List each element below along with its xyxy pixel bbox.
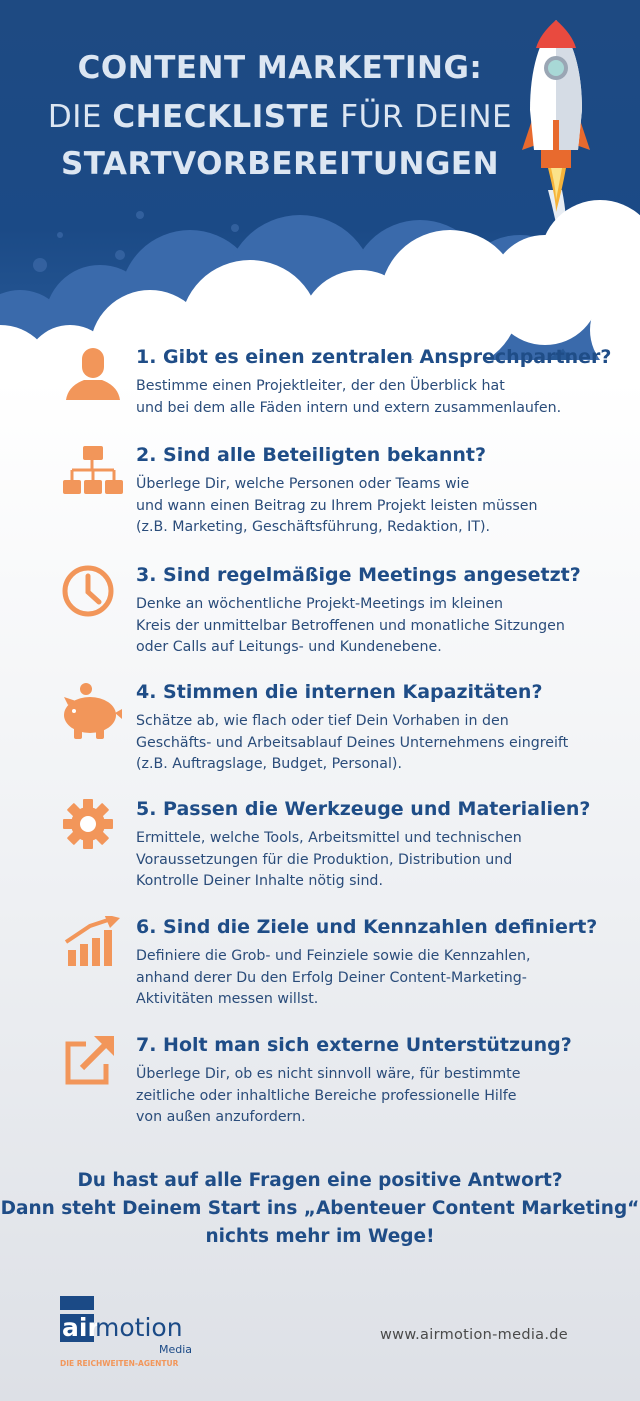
description-line: von außen anzufordern.	[136, 1109, 306, 1125]
clock-icon	[60, 564, 126, 630]
description-line: Überlege Dir, ob es nicht sinnvoll wäre, für bestimmte	[136, 1066, 521, 1082]
growth-chart-icon	[60, 916, 126, 982]
logo-air: air	[62, 1313, 100, 1342]
person-icon	[60, 346, 126, 412]
description-line: Aktivitäten messen willst.	[136, 991, 319, 1007]
description-line: Kreis der unmittelbar Betroffenen und monatliche Sitzungen	[136, 617, 565, 634]
description-line: zeitliche oder inhaltliche Bereiche professionelle Hilfe	[136, 1087, 517, 1104]
question-2: 2. Sind alle Beteiligten bekannt?	[136, 444, 487, 466]
piggy-bank-icon	[60, 681, 126, 747]
description-line: und wann einen Beitrag zu Ihrem Projekt leisten müssen	[136, 497, 538, 514]
title-line-2-c: FÜR DEINE	[329, 99, 513, 135]
closing-statement	[0, 1167, 640, 1251]
description-line: Überlege Dir, welche Personen oder Teams wie	[136, 476, 470, 492]
title-line-2-bold: CHECKLISTE	[112, 99, 330, 135]
logo-tagline: DIE REICHWEITEN-AGENTUR	[60, 1359, 179, 1368]
title-line-2	[0, 99, 560, 135]
description-line: Schätze ab, wie flach oder tief Dein Vorhaben in den	[136, 713, 509, 729]
title-line-2-a: DIE	[47, 99, 113, 135]
question-7: 7. Holt man sich externe Unterstützung?	[136, 1034, 572, 1056]
description-line: Bestimme einen Projektleiter, der den Überblick hat	[136, 378, 505, 394]
gear-icon	[60, 798, 126, 864]
description-7	[136, 1064, 606, 1129]
title-line-1: CONTENT MARKETING:	[77, 50, 483, 86]
org-chart-icon	[60, 444, 126, 510]
description-6	[136, 946, 606, 1011]
description-line: anhand derer Du den Erfolg Deiner Content-Marketing-	[136, 969, 527, 986]
header-banner	[0, 0, 640, 380]
title-line-3: STARTVORBEREITUNGEN	[60, 146, 500, 182]
description-line: (z.B. Auftragslage, Budget, Personal).	[136, 756, 402, 772]
description-5	[136, 828, 606, 893]
description-line: Kontrolle Deiner Inhalte nötig sind.	[136, 873, 383, 889]
description-line: Denke an wöchentliche Projekt-Meetings im kleinen	[136, 596, 504, 612]
description-1	[136, 376, 606, 419]
question-4: 4. Stimmen die internen Kapazitäten?	[136, 681, 543, 703]
logo-motion: motion	[95, 1313, 183, 1342]
closing-line: Du hast auf alle Fragen eine positive Antwort?	[77, 1170, 563, 1191]
description-line: und bei dem alle Fäden intern und extern zusammenlaufen.	[136, 399, 562, 416]
description-line: Definiere die Grob- und Feinziele sowie die Kennzahlen,	[136, 948, 531, 964]
description-line: Ermittele, welche Tools, Arbeitsmittel und technischen	[136, 830, 522, 846]
website-url[interactable]: www.airmotion-media.de	[380, 1327, 568, 1343]
logo-media: Media	[158, 1343, 192, 1356]
airmotion-logo	[60, 1296, 260, 1376]
description-4	[136, 711, 606, 776]
description-2	[136, 474, 606, 539]
description-line: (z.B. Marketing, Geschäftsführung, Redaktion, IT).	[136, 519, 491, 535]
question-5: 5. Passen die Werkzeuge und Materialien?	[136, 798, 591, 820]
external-link-icon	[60, 1034, 126, 1100]
description-line: Voraussetzungen für die Produktion, Distribution und	[136, 851, 513, 868]
closing-line: nichts mehr im Wege!	[205, 1226, 435, 1247]
question-6: 6. Sind die Ziele und Kennzahlen definiert?	[136, 916, 598, 938]
description-3	[136, 594, 606, 659]
question-1: 1. Gibt es einen zentralen Ansprechpartner?	[136, 346, 612, 368]
question-3: 3. Sind regelmäßige Meetings angesetzt?	[136, 564, 581, 586]
closing-line: Dann steht Deinem Start ins „Abenteuer Content Marketing“	[0, 1198, 640, 1219]
description-line: oder Calls auf Leitungs- und Kundenebene.	[136, 639, 442, 655]
description-line: Geschäfts- und Arbeitsablauf Deines Unternehmens eingreift	[136, 734, 569, 751]
